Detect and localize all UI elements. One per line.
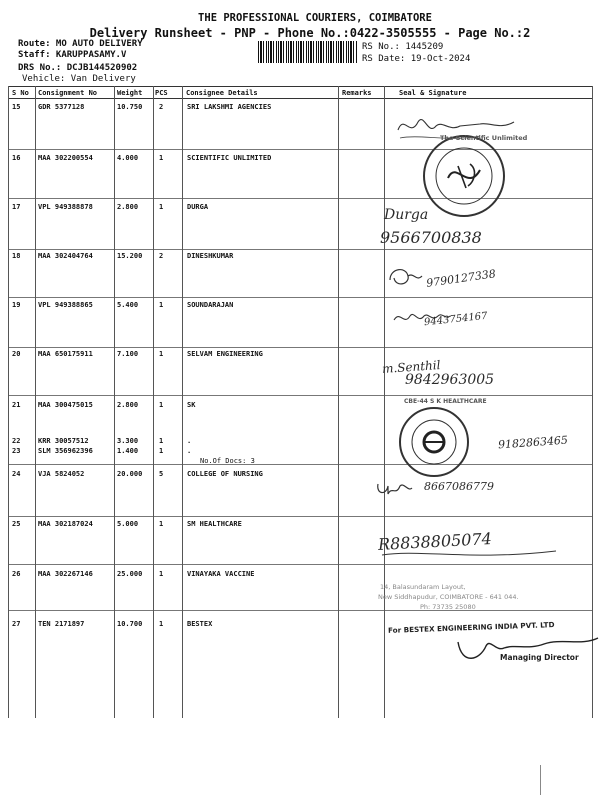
hw-nursing-phone: 8667086779: [424, 480, 494, 493]
row-consignment: MAA 302187024: [38, 520, 93, 528]
row-consignment: MAA 650175911: [38, 350, 93, 358]
row-weight: 2.800: [117, 203, 139, 211]
vinayaka-address-1: 14, Balasundaram Layout,: [380, 583, 466, 591]
row-consignee: SM HEALTHCARE: [187, 520, 242, 528]
row-sno: 19: [12, 301, 21, 309]
row-sno: 26: [12, 570, 21, 578]
row-weight: 10.700: [117, 620, 143, 628]
signature-18: [386, 264, 426, 290]
company-title: THE PROFESSIONAL COURIERS, COIMBATORE: [198, 12, 432, 24]
row-consignee: DINESHKUMAR: [187, 252, 234, 260]
row-pcs: 1: [159, 203, 164, 211]
row-consignment: MAA 300475015: [38, 401, 93, 409]
row-weight: 10.750: [117, 103, 143, 111]
row-pcs: 1: [159, 350, 164, 358]
row-consignment: MAA 302200554: [38, 154, 93, 162]
hw-smhealth-phone: R8838805074: [377, 529, 493, 554]
row-consignee: BESTEX: [187, 620, 213, 628]
signature-25-underline: [380, 545, 560, 565]
row-consignee: SOUNDARAJAN: [187, 301, 234, 309]
row-sno: 15: [12, 103, 21, 111]
bestex-company: For BESTEX ENGINEERING INDIA PVT. LTD: [387, 620, 555, 635]
col-seal: Seal & Signature: [399, 89, 467, 97]
row-consignment: VPL 949388865: [38, 301, 93, 309]
row-sno: 18: [12, 252, 21, 260]
scientific-stamp: [418, 130, 510, 222]
row-consignee: SK: [187, 401, 196, 409]
col-consignment: Consignment No: [38, 89, 98, 97]
row-sno: 27: [12, 620, 21, 628]
scientific-stamp-text: The Scientific Unlimited: [440, 134, 528, 142]
bestex-title: Managing Director: [500, 653, 579, 662]
row-sno: 20: [12, 350, 21, 358]
row-consignee: VINAYAKA VACCINE: [187, 570, 255, 578]
hw-sk-phone: 9182863465: [497, 433, 569, 452]
row-consignment: MAA 302267146: [38, 570, 93, 578]
row-weight: 3.300: [117, 437, 139, 445]
row-weight: 7.100: [117, 350, 139, 358]
hw-soundarajan-phone: 9443754167: [423, 310, 489, 329]
row-weight: 4.000: [117, 154, 139, 162]
col-sno: S No: [12, 89, 29, 97]
row-pcs: 1: [159, 154, 164, 162]
row-pcs: 1: [159, 447, 164, 455]
sk-healthcare-stamp: [396, 404, 472, 480]
no-of-docs: No.Of Docs: 3: [200, 457, 255, 465]
row-consignee: SELVAM ENGINEERING: [187, 350, 263, 358]
row-sno: 23: [12, 447, 21, 455]
row-sno: 25: [12, 520, 21, 528]
row-sno: 24: [12, 470, 21, 478]
row-weight: 5.000: [117, 520, 139, 528]
vinayaka-address-2: New Siddhapudur, COIMBATORE - 641 044.: [378, 593, 519, 601]
row-consignment: TEN 2171897: [38, 620, 85, 628]
scan-edge-mark: [540, 765, 541, 795]
row-consignee: SRI LAKSHMI AGENCIES: [187, 103, 272, 111]
rs-date: RS Date: 19-Oct-2024: [362, 54, 471, 64]
hw-durga-name: Durga: [384, 207, 429, 223]
hw-selvam-phone: 9842963005: [405, 372, 495, 388]
row-consignee: COLLEGE OF NURSING: [187, 470, 263, 478]
col-remarks: Remarks: [342, 89, 372, 97]
row-consignee: .: [187, 437, 192, 445]
row-consignment: KRR 30057512: [38, 437, 89, 445]
row-consignment: SLM 356962396: [38, 447, 93, 455]
drs-number: DRS No.: DCJB144520902: [18, 63, 138, 73]
row-consignment: MAA 302404764: [38, 252, 93, 260]
runsheet-title: Delivery Runsheet - PNP - Phone No.:0422-3505555 - Page No.:2: [89, 26, 531, 40]
hw-dinesh-phone: 9790127338: [425, 267, 497, 290]
row-consignment: VJA 5824052: [38, 470, 85, 478]
row-pcs: 1: [159, 401, 164, 409]
row-consignee: DURGA: [187, 203, 209, 211]
row-pcs: 5: [159, 470, 164, 478]
row-pcs: 1: [159, 620, 164, 628]
row-consignment: GDR 5377128: [38, 103, 85, 111]
row-weight: 20.000: [117, 470, 143, 478]
row-consignee: .: [187, 447, 192, 455]
row-weight: 5.400: [117, 301, 139, 309]
row-weight: 2.800: [117, 401, 139, 409]
row-pcs: 1: [159, 301, 164, 309]
row-sno: 16: [12, 154, 21, 162]
row-sno: 22: [12, 437, 21, 445]
col-weight: Weight: [117, 89, 143, 97]
row-pcs: 2: [159, 252, 164, 260]
barcode: [258, 41, 358, 63]
row-pcs: 1: [159, 570, 164, 578]
row-weight: 25.000: [117, 570, 143, 578]
rs-number: RS No.: 1445209: [362, 42, 444, 52]
row-sno: 17: [12, 203, 21, 211]
hw-durga-phone: 9566700838: [380, 228, 482, 247]
vinayaka-phone: Ph: 73735 25080: [420, 603, 476, 611]
col-pcs: PCS: [155, 89, 168, 97]
row-consignee: SCIENTIFIC UNLIMITED: [187, 154, 272, 162]
hw-selvam-name: m.Senthil: [381, 357, 441, 377]
row-pcs: 1: [159, 520, 164, 528]
route-label: Route: MO AUTO DELIVERY: [18, 39, 143, 49]
sk-stamp-text: CBE-44 S K HEALTHCARE: [404, 398, 487, 405]
vehicle-label: Vehicle: Van Delivery: [22, 74, 136, 84]
row-weight: 15.200: [117, 252, 143, 260]
signature-24: [374, 478, 414, 500]
signature-27: [452, 630, 600, 670]
row-pcs: 1: [159, 437, 164, 445]
row-pcs: 2: [159, 103, 164, 111]
row-weight: 1.400: [117, 447, 139, 455]
col-consignee: Consignee Details: [186, 89, 258, 97]
row-sno: 21: [12, 401, 21, 409]
staff-label: Staff: KARUPPASAMY.V: [18, 50, 127, 60]
row-consignment: VPL 949388878: [38, 203, 93, 211]
